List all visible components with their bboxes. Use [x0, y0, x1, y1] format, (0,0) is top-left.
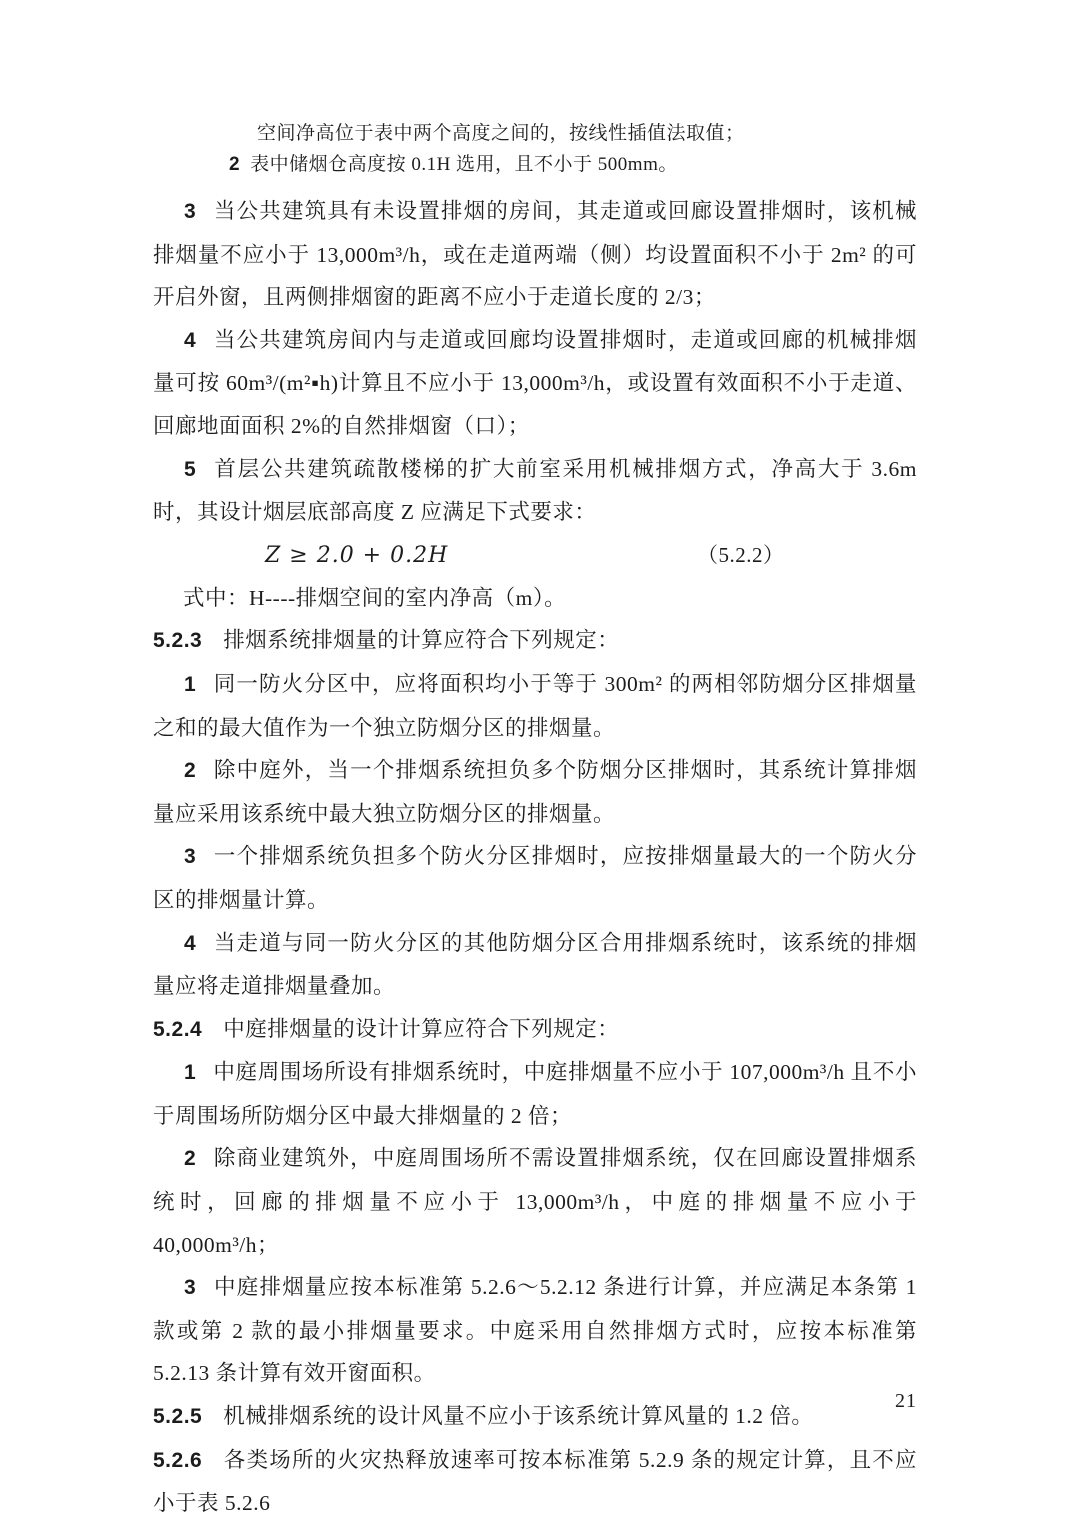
clause-item — [153, 663, 917, 749]
item-text: 同一防火分区中，应将面积均小于等于 300m² 的两相邻防烟分区排烟量之和的最大值作为一个独立防烟分区的排烟量。 — [153, 671, 917, 740]
clause-item — [153, 835, 917, 921]
table-note-line — [153, 118, 917, 149]
clause-item — [153, 319, 917, 448]
item-number: 3 — [184, 845, 197, 869]
item-number: 1 — [184, 672, 197, 696]
article-title: 各类场所的火灾热释放速率可按本标准第 5.2.9 条的规定计算，且不应小于表 5.2.6 — [153, 1447, 917, 1516]
clause-item — [153, 448, 917, 534]
article-number: 5.2.3 — [153, 629, 203, 653]
item-number: 2 — [184, 759, 197, 783]
clause-item — [153, 922, 917, 1008]
note-text: 表中储烟仓高度按 0.1H 选用，且不小于 500mm。 — [250, 154, 678, 175]
item-text: 除中庭外，当一个排烟系统担负多个防烟分区排烟时，其系统计算排烟量应采用该系统中最大独立防烟分区的排烟量。 — [153, 758, 917, 826]
item-number: 3 — [184, 1276, 197, 1300]
formula-row — [153, 534, 917, 577]
page-content — [153, 118, 917, 1525]
article-heading — [153, 1395, 917, 1439]
article-title: 中庭排烟量的设计计算应符合下列规定： — [223, 1016, 620, 1041]
item-number: 1 — [184, 1061, 197, 1085]
article-heading — [153, 1008, 917, 1052]
table-note-line — [153, 149, 917, 180]
article-heading — [153, 1439, 917, 1525]
item-text: 当公共建筑房间内与走道或回廊均设置排烟时，走道或回廊的机械排烟量可按 60m³/(m²▪h)计算且不应小于 13,000m³/h，或设置有效面积不小于走道、回廊地面面积 2%的自然排烟窗（口）； — [153, 327, 917, 438]
formula-expression: Z ≥ 2.0 + 0.2H — [265, 542, 449, 568]
article-title: 机械排烟系统的设计风量不应小于该系统计算风量的 1.2 倍。 — [223, 1404, 814, 1429]
item-number: 2 — [184, 1147, 197, 1171]
item-text: 除商业建筑外，中庭周围场所不需设置排烟系统，仅在回廊设置排烟系统时，回廊的排烟量不应小于 13,000m³/h，中庭的排烟量不应小于 40,000m³/h； — [153, 1146, 917, 1257]
article-number: 5.2.6 — [153, 1448, 203, 1472]
page-number: 21 — [895, 1390, 917, 1412]
clause-item — [153, 190, 917, 319]
clause-item — [153, 1137, 917, 1266]
clause-item — [153, 1266, 917, 1395]
article-heading — [153, 619, 917, 663]
item-text: 中庭排烟量应按本标准第 5.2.6～5.2.12 条进行计算，并应满足本条第 1 款或第 2 款的最小排烟量要求。中庭采用自然排烟方式时，应按本标准第 5.2.13 条计算有效开窗面积。 — [153, 1275, 917, 1386]
note-number: 2 — [229, 154, 241, 175]
formula-where-clause: 式中：H----排烟空间的室内净高（m）。 — [183, 585, 567, 610]
article-number: 5.2.5 — [153, 1405, 203, 1429]
formula-reference-number: （5.2.2） — [697, 542, 785, 567]
clause-item — [153, 1051, 917, 1137]
item-number: 4 — [184, 931, 197, 955]
item-text: 一个排烟系统负担多个防火分区排烟时，应按排烟量最大的一个防火分区的排烟量计算。 — [153, 844, 917, 912]
item-text: 中庭周围场所设有排烟系统时，中庭排烟量不应小于 107,000m³/h 且不小于周围场所防烟分区中最大排烟量的 2 倍； — [153, 1060, 917, 1128]
item-number: 4 — [184, 328, 197, 352]
note-text: 空间净高位于表中两个高度之间的，按线性插值法取值； — [257, 123, 745, 144]
article-title: 排烟系统排烟量的计算应符合下列规定： — [223, 628, 620, 653]
item-text: 当走道与同一防火分区的其他防烟分区合用排烟系统时，该系统的排烟量应将走道排烟量叠加。 — [153, 930, 917, 999]
article-number: 5.2.4 — [153, 1017, 203, 1041]
item-number: 3 — [184, 200, 197, 223]
item-text: 首层公共建筑疏散楼梯的扩大前室采用机械排烟方式，净高大于 3.6m 时，其设计烟层底部高度 Z 应满足下式要求： — [153, 456, 917, 525]
clause-item — [153, 749, 917, 835]
body-text — [153, 190, 917, 1525]
item-text: 当公共建筑具有未设置排烟的房间，其走道或回廊设置排烟时，该机械排烟量不应小于 13,000m³/h，或在走道两端（侧）均设置面积不小于 2m² 的可开启外窗，且两侧排烟窗的距离不应小于走道长度的 2/3； — [153, 199, 917, 310]
item-number: 5 — [184, 457, 197, 481]
